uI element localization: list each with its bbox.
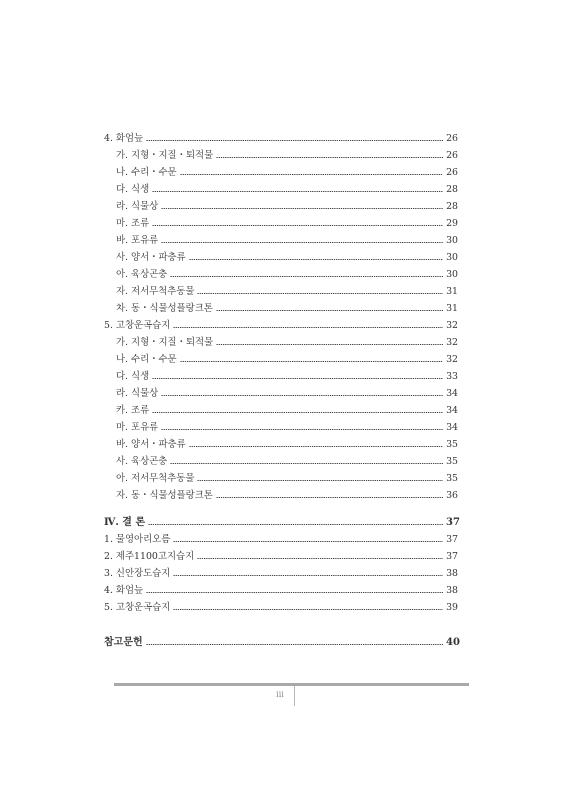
toc-subentry[interactable] — [104, 266, 458, 283]
toc-entry-label: 다. 식생 — [116, 184, 150, 195]
toc-entry-label: 4. 화엄늪 — [104, 133, 144, 144]
toc-entry-page: 26 — [446, 167, 458, 178]
toc-subentry[interactable] — [104, 334, 458, 351]
toc-subentry[interactable] — [104, 487, 458, 504]
dot-leader — [161, 208, 443, 209]
dot-leader — [170, 276, 443, 277]
toc-entry-label: 다. 식생 — [116, 371, 150, 382]
toc-entry-page: 26 — [446, 150, 458, 161]
toc-entry-page: 33 — [446, 371, 458, 382]
toc-entry-label: 1. 물영아리오름 — [104, 534, 171, 545]
dot-leader — [152, 225, 443, 226]
toc-subentry[interactable] — [104, 147, 458, 164]
dot-leader — [152, 412, 443, 413]
toc-entry-chapter-4[interactable] — [104, 514, 458, 531]
dot-leader — [197, 558, 443, 559]
spacer — [104, 616, 458, 624]
toc-entry-page: 39 — [446, 602, 458, 613]
toc-subentry[interactable] — [104, 368, 458, 385]
dot-leader — [152, 191, 443, 192]
toc-entry-label: 5. 고창운곡습지 — [104, 320, 171, 331]
toc-entry-page: 37 — [446, 534, 458, 545]
dot-leader — [216, 157, 443, 158]
toc-entry-page: 35 — [446, 439, 458, 450]
toc-entry-label: 카. 조류 — [116, 405, 150, 416]
toc-entry-page: 32 — [446, 320, 458, 331]
dot-leader — [146, 140, 443, 141]
toc-entry-page: 40 — [446, 637, 460, 648]
toc-entry-section-5[interactable] — [104, 317, 458, 334]
toc-entry-label: 아. 육상곤충 — [116, 269, 168, 280]
dot-leader — [161, 429, 443, 430]
dot-leader — [146, 644, 443, 645]
toc-entry-page: 32 — [446, 337, 458, 348]
dot-leader — [197, 480, 443, 481]
toc-entry-label: 4. 화엄늪 — [104, 585, 144, 596]
dot-leader — [180, 174, 443, 175]
dot-leader — [152, 378, 443, 379]
dot-leader — [216, 497, 443, 498]
toc-entry-page: 35 — [446, 473, 458, 484]
dot-leader — [189, 259, 443, 260]
toc-subentry[interactable] — [104, 565, 458, 582]
dot-leader — [170, 463, 443, 464]
toc-subentry[interactable] — [104, 249, 458, 266]
toc-entry-label: 자. 동・식물성플랑크톤 — [116, 490, 213, 501]
toc-entry-references[interactable] — [104, 634, 458, 651]
toc-entry-page: 38 — [446, 568, 458, 579]
toc-subentry[interactable] — [104, 582, 458, 599]
toc-entry-page: 30 — [446, 269, 458, 280]
toc-subentry[interactable] — [104, 164, 458, 181]
toc-entry-page: 32 — [446, 354, 458, 365]
toc-subentry[interactable] — [104, 385, 458, 402]
toc-entry-label: 가. 지형・지질・퇴적물 — [116, 150, 214, 161]
toc-entry-page: 34 — [446, 405, 458, 416]
dot-leader — [173, 575, 443, 576]
dot-leader — [180, 361, 443, 362]
page-number: iii — [276, 690, 284, 699]
toc-entry-label: 라. 식물상 — [116, 201, 159, 212]
dot-leader — [189, 446, 443, 447]
toc-entry-label: 2. 제주1100고지습지 — [104, 551, 195, 562]
toc-entry-page: 34 — [446, 388, 458, 399]
toc-subentry[interactable] — [104, 599, 458, 616]
toc-entry-label: 아. 저서무척추동물 — [116, 473, 195, 484]
toc-entry-page: 30 — [446, 252, 458, 263]
toc-entry-page: 29 — [446, 218, 458, 229]
toc-subentry[interactable] — [104, 470, 458, 487]
toc-subentry[interactable] — [104, 419, 458, 436]
dot-leader — [146, 592, 443, 593]
dot-leader — [197, 293, 443, 294]
toc-entry-page: 26 — [446, 133, 458, 144]
toc-entry-label: 가. 지형・지질・퇴적물 — [116, 337, 214, 348]
toc-entry-label: 사. 육상곤충 — [116, 456, 168, 467]
toc-entry-page: 28 — [446, 184, 458, 195]
toc-entry-label: 바. 양서・파충류 — [116, 439, 186, 450]
toc-subentry[interactable] — [104, 436, 458, 453]
toc-entry-label: 사. 양서・파충류 — [116, 252, 186, 263]
dot-leader — [148, 524, 443, 525]
toc-subentry[interactable] — [104, 531, 458, 548]
toc-entry-page: 37 — [446, 517, 460, 528]
toc-entry-page: 28 — [446, 201, 458, 212]
toc-entry-label: 나. 수리・수문 — [116, 354, 177, 365]
toc-entry-page: 34 — [446, 422, 458, 433]
dot-leader — [173, 541, 443, 542]
toc-subentry[interactable] — [104, 548, 458, 565]
dot-leader — [216, 344, 443, 345]
toc-subentry[interactable] — [104, 351, 458, 368]
toc-subentry[interactable] — [104, 181, 458, 198]
toc-entry-label: 5. 고창운곡습지 — [104, 602, 171, 613]
dot-leader — [173, 609, 443, 610]
dot-leader — [173, 327, 443, 328]
toc-entry-label: 마. 포유류 — [116, 422, 159, 433]
toc-subentry[interactable] — [104, 402, 458, 419]
dot-leader — [161, 242, 443, 243]
toc-entry-label: 마. 조류 — [116, 218, 150, 229]
toc-subentry[interactable] — [104, 283, 458, 300]
toc-entry-label: 3. 신안장도습지 — [104, 568, 171, 579]
toc-entry-label: 차. 동・식물성플랑크톤 — [116, 303, 213, 314]
toc-entry-page: 31 — [446, 286, 458, 297]
dot-leader — [161, 395, 443, 396]
toc-entry-page: 38 — [446, 585, 458, 596]
toc-entry-label: 참고문헌 — [104, 637, 143, 648]
toc-subentry[interactable] — [104, 215, 458, 232]
toc-entry-label: 자. 저서무척추동물 — [116, 286, 195, 297]
toc-subentry[interactable] — [104, 453, 458, 470]
toc-entry-page: 36 — [446, 490, 458, 501]
footer-rule — [114, 683, 469, 686]
table-of-contents — [104, 130, 458, 651]
toc-subentry[interactable] — [104, 300, 458, 317]
toc-entry-page: 35 — [446, 456, 458, 467]
dot-leader — [216, 310, 443, 311]
toc-entry-page: 30 — [446, 235, 458, 246]
toc-entry-label: 바. 포유류 — [116, 235, 159, 246]
toc-entry-page: 31 — [446, 303, 458, 314]
toc-entry-section-4[interactable] — [104, 130, 458, 147]
toc-subentry[interactable] — [104, 232, 458, 249]
footer-divider — [294, 686, 295, 706]
toc-entry-page: 37 — [446, 551, 458, 562]
toc-entry-label: 나. 수리・수문 — [116, 167, 177, 178]
toc-entry-label: 라. 식물상 — [116, 388, 159, 399]
toc-entry-label: Ⅳ. 결 론 — [104, 517, 146, 528]
toc-subentry[interactable] — [104, 198, 458, 215]
